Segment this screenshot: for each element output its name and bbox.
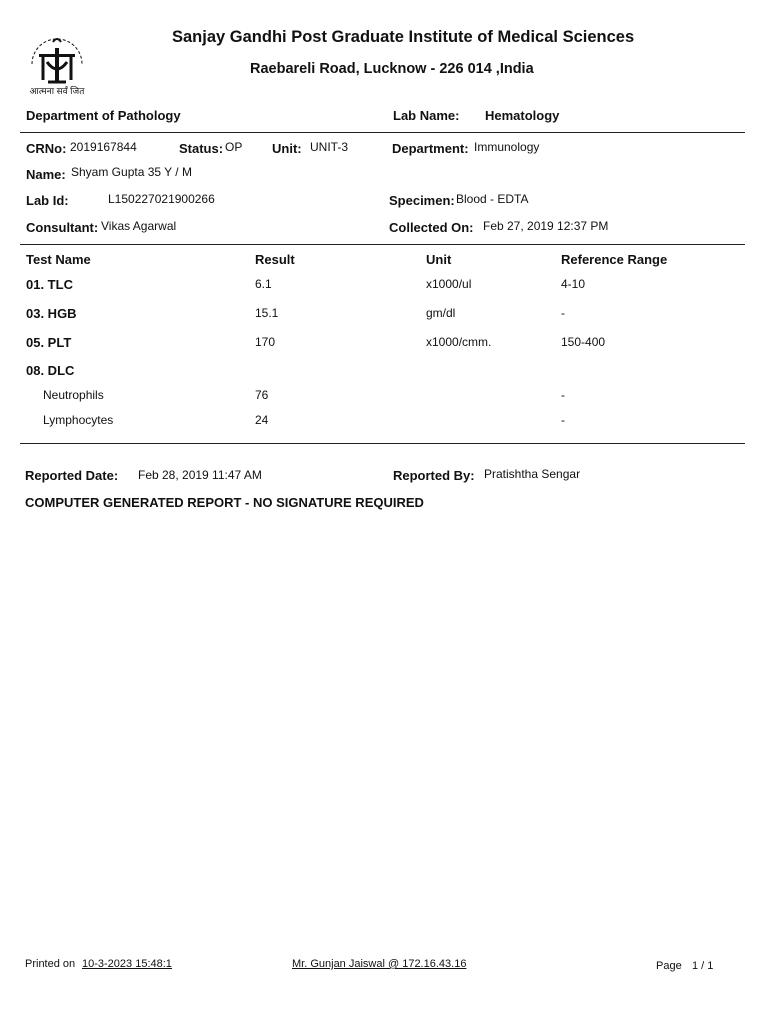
test-range: - — [561, 306, 565, 320]
test-name: 01. TLC — [26, 277, 73, 292]
reported-by-value: Pratishtha Sengar — [484, 467, 581, 481]
name-value: Shyam Gupta 35 Y / M — [71, 165, 192, 179]
department-label: Department: — [392, 141, 469, 156]
computer-generated-note: COMPUTER GENERATED REPORT - NO SIGNATURE REQUIRED — [25, 495, 424, 510]
printed-on-value: 10-3-2023 15:48:1 — [82, 958, 172, 970]
reported-by-label: Reported By: — [393, 468, 475, 483]
test-range: 150-400 — [561, 335, 606, 349]
logo-caption: आत्मना सर्वं जित — [29, 86, 85, 96]
test-unit: x1000/ul — [426, 277, 472, 291]
unit-value: UNIT-3 — [310, 140, 349, 154]
test-group-name: 08. DLC — [26, 363, 75, 378]
crno-value: 2019167844 — [70, 140, 137, 154]
crno-label: CRNo: — [26, 141, 67, 156]
consultant-value: Vikas Agarwal — [101, 219, 177, 233]
institute-address: Raebareli Road, Lucknow - 226 014 ,India — [250, 61, 534, 77]
printed-by-user: Mr. Gunjan Jaiswal @ 172.16.43.16 — [292, 958, 467, 970]
collected-on-label: Collected On: — [389, 220, 474, 235]
col-test-name: Test Name — [26, 252, 91, 267]
test-name: 05. PLT — [26, 335, 72, 350]
test-range: - — [561, 388, 565, 402]
unit-label: Unit: — [272, 141, 302, 156]
specimen-label: Specimen: — [389, 193, 455, 208]
divider-top — [20, 132, 745, 133]
department-value: Immunology — [474, 140, 540, 154]
status-label: Status: — [179, 141, 224, 156]
lab-name-value: Hematology — [485, 108, 560, 123]
sub-test-name: Neutrophils — [43, 388, 104, 402]
institute-title: Sanjay Gandhi Post Graduate Institute of Medical Sciences — [172, 28, 635, 46]
consultant-label: Consultant: — [26, 220, 99, 235]
test-result: 76 — [255, 388, 269, 402]
lab-id-label: Lab Id: — [26, 193, 69, 208]
divider-bottom — [20, 443, 745, 444]
status-value: OP — [225, 140, 243, 154]
lab-name-label: Lab Name: — [393, 108, 460, 123]
name-label: Name: — [26, 167, 66, 182]
collected-on-value: Feb 27, 2019 12:37 PM — [483, 219, 609, 233]
reported-date-label: Reported Date: — [25, 468, 119, 483]
col-reference-range: Reference Range — [561, 252, 668, 267]
printed-on-label: Printed on — [25, 958, 76, 970]
test-unit: x1000/cmm. — [426, 335, 492, 349]
divider-middle — [20, 244, 745, 245]
test-unit: gm/dl — [426, 306, 456, 320]
test-result: 170 — [255, 335, 276, 349]
specimen-value: Blood - EDTA — [456, 192, 529, 206]
test-result: 24 — [255, 413, 269, 427]
page-number: 1 / 1 — [692, 960, 714, 972]
test-range: - — [561, 413, 565, 427]
lab-id-value: L150227021900266 — [108, 192, 215, 206]
test-result: 15.1 — [255, 306, 279, 320]
department-heading: Department of Pathology — [26, 108, 181, 123]
col-result: Result — [255, 252, 295, 267]
test-range: 4-10 — [561, 277, 586, 291]
page-label: Page — [656, 960, 682, 972]
test-result: 6.1 — [255, 277, 272, 291]
col-unit: Unit — [426, 252, 452, 267]
sub-test-name: Lymphocytes — [43, 413, 114, 427]
test-name: 03. HGB — [26, 306, 77, 321]
reported-date-value: Feb 28, 2019 11:47 AM — [138, 468, 262, 482]
